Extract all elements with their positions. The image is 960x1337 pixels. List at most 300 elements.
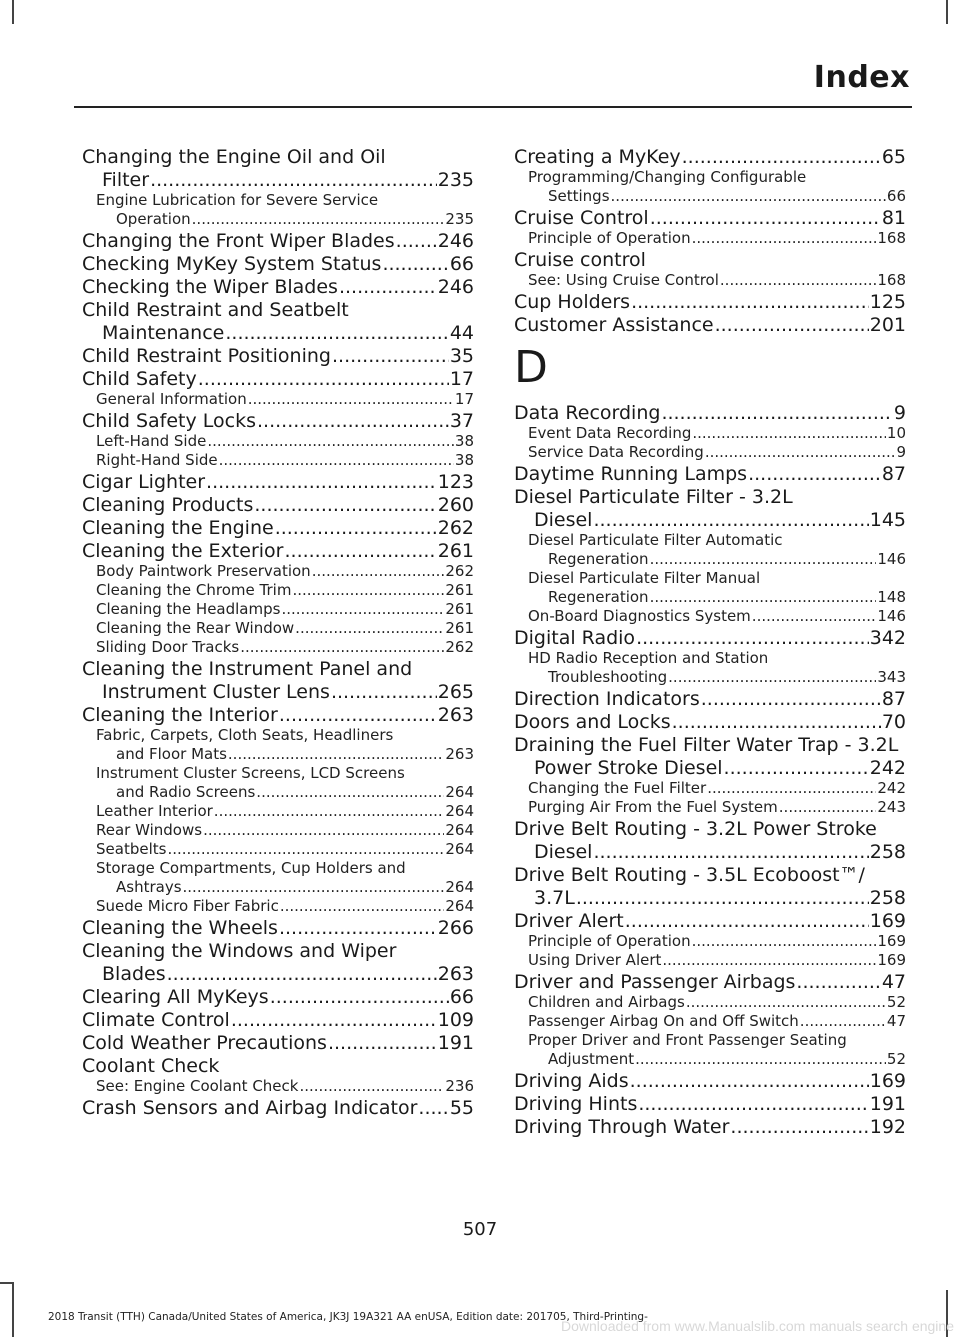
index-page-ref: 168 [877, 271, 906, 289]
crop-mark-top-right [946, 0, 948, 24]
index-entry-text: Cup Holders [514, 291, 631, 313]
index-subentry [514, 951, 906, 970]
index-entry-text: Cigar Lighter [82, 471, 206, 493]
dot-leader [256, 783, 444, 802]
index-page-ref: 264 [445, 802, 474, 820]
index-entry-text: Digital Radio [514, 627, 636, 649]
index-page-ref: 265 [437, 681, 474, 703]
index-entry-text: Blades [102, 963, 166, 985]
index-entry [82, 1032, 474, 1054]
index-entry [514, 1093, 906, 1115]
index-page-ref: 191 [869, 1093, 906, 1115]
watermark: Downloaded from www.Manualslib.com manuals search engine [561, 1318, 954, 1334]
index-entry [514, 207, 906, 229]
index-entry [514, 841, 906, 863]
dot-leader [295, 619, 444, 638]
dot-leader [167, 840, 444, 859]
index-entry-text: Using Driver Alert [528, 951, 662, 969]
index-entry-text: Passenger Airbag On and Off Switch [528, 1012, 799, 1030]
index-entry [82, 471, 474, 493]
index-entry-text: Draining the Fuel Filter Water Trap - 3.2L [514, 734, 899, 756]
index-column-left [82, 145, 474, 1119]
dot-leader [752, 607, 877, 626]
dot-leader [228, 745, 444, 764]
index-entry-text: Settings [548, 187, 610, 205]
index-subentry [82, 859, 474, 878]
dot-leader [280, 897, 445, 916]
index-entry-text: Instrument Cluster Lens [102, 681, 330, 703]
index-entry-text: Principle of Operation [528, 932, 691, 950]
index-subentry [82, 390, 474, 409]
index-subentry [82, 897, 474, 916]
dot-leader [705, 443, 896, 462]
dot-leader [192, 210, 445, 229]
index-page-ref: 10 [886, 424, 906, 442]
index-subentry [514, 607, 906, 626]
dot-leader [198, 368, 449, 390]
index-entry [82, 1009, 474, 1031]
dot-leader [332, 345, 449, 367]
index-entry-text: Leather Interior [96, 802, 213, 820]
dot-leader [396, 230, 437, 252]
dot-leader [248, 390, 454, 409]
dot-leader [275, 517, 437, 539]
dot-leader [225, 322, 448, 344]
dot-leader [650, 588, 877, 607]
index-entry-text: Left-Hand Side [96, 432, 207, 450]
footer-edition-info: 2018 Transit (TTH) Canada/United States of America, JK3J 19A321 AA enUSA, Edition date: 201705, Third-Printing- [48, 1311, 648, 1323]
index-page-ref: 70 [881, 711, 906, 733]
index-entry-text: Climate Control [82, 1009, 230, 1031]
index-page-ref: 125 [869, 291, 906, 313]
index-page-ref: 169 [877, 932, 906, 950]
index-entry-text: Programming/Changing Configurable [528, 168, 807, 186]
index-entry-text: General Information [96, 390, 247, 408]
index-entry [82, 322, 474, 344]
dot-leader [281, 600, 444, 619]
dot-leader [668, 668, 876, 687]
index-entry-text: Cold Weather Precautions [82, 1032, 327, 1054]
index-subentry [514, 531, 906, 550]
index-page-ref: 47 [881, 971, 906, 993]
index-entry [514, 864, 906, 886]
index-subentry [514, 779, 906, 798]
index-page-ref: 109 [437, 1009, 474, 1031]
index-entry-text: See: Using Cruise Control [528, 271, 719, 289]
index-entry [514, 910, 906, 932]
index-subentry [514, 424, 906, 443]
index-entry-text: Drive Belt Routing - 3.2L Power Stroke [514, 818, 877, 840]
dot-leader [800, 1012, 886, 1031]
index-entry [82, 704, 474, 726]
index-page-ref: 235 [437, 169, 474, 191]
dot-leader [257, 410, 449, 432]
index-page-ref: 66 [449, 253, 474, 275]
index-entry-text: Daytime Running Lamps [514, 463, 748, 485]
index-entry [514, 402, 906, 424]
index-entry-text: Suede Micro Fiber Fabric [96, 897, 279, 915]
index-entry-text: Adjustment [548, 1050, 635, 1068]
index-page-ref: 87 [881, 688, 906, 710]
header-rule [74, 106, 912, 108]
index-entry-text: Proper Driver and Front Passenger Seating [528, 1031, 847, 1049]
dot-leader [279, 704, 437, 726]
index-page-ref: 66 [886, 187, 906, 205]
index-subentry [514, 649, 906, 668]
index-entry [82, 986, 474, 1008]
index-page-ref: 146 [877, 550, 906, 568]
dot-leader [183, 878, 445, 897]
dot-leader [650, 550, 877, 569]
dot-leader [167, 963, 437, 985]
index-page-ref: 263 [437, 963, 474, 985]
index-entry [514, 1116, 906, 1138]
index-page-ref: 262 [445, 562, 474, 580]
index-entry-text: Child Safety [82, 368, 197, 390]
index-page-ref: 55 [449, 1097, 474, 1119]
dot-leader [661, 402, 892, 424]
index-page-ref: 261 [445, 600, 474, 618]
page-number: 507 [462, 1219, 498, 1240]
index-entry-text: Creating a MyKey [514, 146, 681, 168]
dot-leader [692, 932, 877, 951]
index-subentry [82, 1077, 474, 1096]
index-entry [82, 658, 474, 680]
index-page-ref: 52 [886, 993, 906, 1011]
index-page-ref: 263 [445, 745, 474, 763]
dot-leader [662, 951, 876, 970]
index-entry [514, 627, 906, 649]
index-entry [514, 971, 906, 993]
index-page-ref: 243 [877, 798, 906, 816]
index-entry-text: Diesel [534, 841, 593, 863]
dot-leader [270, 986, 449, 1008]
index-entry [82, 494, 474, 516]
index-entry-text: Diesel Particulate Filter - 3.2L [514, 486, 793, 508]
index-entry [514, 757, 906, 779]
index-entry-text: and Floor Mats [116, 745, 227, 763]
index-entry [82, 410, 474, 432]
index-page-ref: 37 [449, 410, 474, 432]
dot-leader [292, 581, 444, 600]
index-entry-text: Drive Belt Routing - 3.5L Ecoboost™/ [514, 864, 865, 886]
dot-leader [593, 841, 868, 863]
page-title: Index [813, 60, 910, 95]
index-page-ref: 146 [877, 607, 906, 625]
index-page-ref: 242 [877, 779, 906, 797]
index-page-ref: 242 [869, 757, 906, 779]
index-page-ref: 169 [869, 910, 906, 932]
index-subentry [514, 168, 906, 187]
index-subentry [514, 1031, 906, 1050]
index-page-ref: 260 [437, 494, 474, 516]
index-page-ref: 169 [877, 951, 906, 969]
index-entry [514, 146, 906, 168]
index-entry-text: Cleaning the Windows and Wiper [82, 940, 397, 962]
index-subentry [82, 191, 474, 210]
dot-leader [779, 798, 877, 817]
index-section-letter: D [514, 342, 548, 393]
index-entry-text: Purging Air From the Fuel System [528, 798, 778, 816]
index-entry [514, 711, 906, 733]
index-entry-text: Engine Lubrication for Severe Service [96, 191, 379, 209]
index-page-ref: 264 [445, 783, 474, 801]
index-page-ref: 258 [869, 887, 906, 909]
index-entry-text: HD Radio Reception and Station [528, 649, 769, 667]
dot-leader [636, 627, 869, 649]
index-entry [82, 276, 474, 298]
dot-leader [730, 1116, 868, 1138]
index-subentry [514, 798, 906, 817]
dot-leader [635, 1050, 886, 1069]
index-entry-text: Cleaning the Headlamps [96, 600, 281, 618]
index-entry [82, 253, 474, 275]
dot-leader [206, 471, 437, 493]
index-page-ref: 235 [445, 210, 474, 228]
index-subentry [82, 451, 474, 470]
index-entry-text: Sliding Door Tracks [96, 638, 240, 656]
index-page-ref: 38 [454, 451, 474, 469]
index-page-ref: 47 [886, 1012, 906, 1030]
index-subentry [82, 562, 474, 581]
index-entry-text: Driving Hints [514, 1093, 638, 1115]
crop-mark-top-left [12, 0, 14, 24]
index-subentry [82, 783, 474, 802]
index-entry [514, 314, 906, 336]
index-page-ref: 264 [445, 878, 474, 896]
index-entry-text: Cleaning the Interior [82, 704, 278, 726]
dot-leader [231, 1009, 437, 1031]
index-entry [514, 249, 906, 271]
index-subentry [82, 726, 474, 745]
index-entry-text: Maintenance [102, 322, 225, 344]
dot-leader [796, 971, 880, 993]
index-entry-text: Cruise control [514, 249, 646, 271]
index-entry-text: Seatbelts [96, 840, 167, 858]
index-subentry [82, 581, 474, 600]
index-entry [82, 230, 474, 252]
index-entry-text: Instrument Cluster Screens, LCD Screens [96, 764, 405, 782]
index-page-ref: 66 [449, 986, 474, 1008]
dot-leader [593, 509, 868, 531]
index-entry-text: Children and Airbags [528, 993, 685, 1011]
index-page-ref: 191 [437, 1032, 474, 1054]
index-entry-text: and Radio Screens [116, 783, 256, 801]
index-entry-text: Cruise Control [514, 207, 649, 229]
index-subentry [514, 187, 906, 206]
index-entry-text: Diesel Particulate Filter Manual [528, 569, 761, 587]
dot-leader [672, 711, 881, 733]
index-subentry [514, 1012, 906, 1031]
index-page-ref: 258 [869, 841, 906, 863]
index-page-ref: 17 [449, 368, 474, 390]
dot-leader [207, 432, 454, 451]
dot-leader [279, 917, 437, 939]
index-subentry [82, 802, 474, 821]
dot-leader [284, 540, 436, 562]
index-entry-text: Regeneration [548, 550, 649, 568]
index-subentry [82, 878, 474, 897]
dot-leader [701, 688, 881, 710]
dot-leader [630, 1070, 869, 1092]
dot-leader [692, 424, 886, 443]
dot-leader [214, 802, 445, 821]
index-entry-text: Cleaning Products [82, 494, 254, 516]
index-page-ref: 65 [881, 146, 906, 168]
crop-mark-bottom-left [12, 1282, 14, 1337]
index-entry-text: Clearing All MyKeys [82, 986, 269, 1008]
index-entry-text: Body Paintwork Preservation [96, 562, 311, 580]
index-entry-text: Event Data Recording [528, 424, 692, 442]
index-entry [82, 368, 474, 390]
index-entry-text: Troubleshooting [548, 668, 668, 686]
index-entry [82, 963, 474, 985]
index-entry-text: Changing the Fuel Filter [528, 779, 707, 797]
index-subentry [82, 432, 474, 451]
index-subentry [514, 993, 906, 1012]
index-page-ref: 145 [869, 509, 906, 531]
index-entry-text: Power Stroke Diesel [534, 757, 723, 779]
dot-leader [240, 638, 444, 657]
index-entry-text: Customer Assistance [514, 314, 714, 336]
index-page-ref: 236 [445, 1077, 474, 1095]
dot-leader [724, 757, 869, 779]
index-entry [514, 818, 906, 840]
index-entry-text: Cleaning the Engine [82, 517, 274, 539]
index-entry [514, 887, 906, 909]
dot-leader [339, 276, 437, 298]
dot-leader [682, 146, 881, 168]
index-entry-text: Crash Sensors and Airbag Indicator [82, 1097, 418, 1119]
index-entry-text: Cleaning the Rear Window [96, 619, 295, 637]
index-entry-text: Right-Hand Side [96, 451, 218, 469]
index-page-ref: 168 [877, 229, 906, 247]
index-page-ref: 38 [454, 432, 474, 450]
index-page-ref: 261 [445, 619, 474, 637]
index-subentry [514, 1050, 906, 1069]
index-page-ref: 263 [437, 704, 474, 726]
index-entry [82, 299, 474, 321]
index-entry-text: Cleaning the Exterior [82, 540, 284, 562]
index-entry-text: Filter [102, 169, 150, 191]
dot-leader [254, 494, 436, 516]
index-entry [82, 345, 474, 367]
index-entry-text: Coolant Check [82, 1055, 220, 1077]
index-page-ref: 246 [437, 230, 474, 252]
index-entry-text: Doors and Locks [514, 711, 671, 733]
dot-leader [686, 993, 886, 1012]
dot-leader [720, 271, 876, 290]
index-page-ref: 148 [877, 588, 906, 606]
index-subentry [514, 932, 906, 951]
index-entry-text: Principle of Operation [528, 229, 691, 247]
dot-leader [418, 1097, 448, 1119]
dot-leader [707, 779, 876, 798]
index-entry-text: Driving Through Water [514, 1116, 730, 1138]
index-entry-text: Child Safety Locks [82, 410, 257, 432]
index-page-ref: 44 [449, 322, 474, 344]
index-subentry [82, 619, 474, 638]
index-subentry [82, 840, 474, 859]
index-entry-text: On-Board Diagnostics System [528, 607, 751, 625]
index-entry-text: Checking MyKey System Status [82, 253, 382, 275]
index-entry [82, 540, 474, 562]
index-page-ref: 246 [437, 276, 474, 298]
index-entry [82, 169, 474, 191]
index-page-ref: 261 [445, 581, 474, 599]
index-page-ref: 192 [869, 1116, 906, 1138]
index-entry-text: Diesel Particulate Filter Automatic [528, 531, 783, 549]
index-page-ref: 35 [449, 345, 474, 367]
index-subentry [514, 271, 906, 290]
index-entry-text: Driving Aids [514, 1070, 629, 1092]
index-entry-text: See: Engine Coolant Check [96, 1077, 299, 1095]
index-page-ref: 264 [445, 840, 474, 858]
index-subentry [82, 600, 474, 619]
dot-leader [715, 314, 869, 336]
index-page-ref: 343 [877, 668, 906, 686]
index-subentry [514, 588, 906, 607]
dot-leader [299, 1077, 444, 1096]
index-entry [514, 291, 906, 313]
index-page-ref: 201 [869, 314, 906, 336]
index-page-ref: 81 [881, 207, 906, 229]
dot-leader [312, 562, 445, 581]
dot-leader [631, 291, 869, 313]
dot-leader [331, 681, 437, 703]
index-page-ref: 261 [437, 540, 474, 562]
index-entry-text: 3.7L [534, 887, 575, 909]
index-entry [82, 1097, 474, 1119]
index-entry-text: Changing the Front Wiper Blades [82, 230, 395, 252]
index-page-ref: 264 [445, 897, 474, 915]
index-entry-text: Storage Compartments, Cup Holders and [96, 859, 406, 877]
index-entry [514, 463, 906, 485]
index-subentry [82, 638, 474, 657]
dot-leader [328, 1032, 437, 1054]
index-subentry [514, 443, 906, 462]
index-subentry [514, 229, 906, 248]
index-subentry [82, 764, 474, 783]
index-entry-text: Changing the Engine Oil and Oil [82, 146, 386, 168]
index-column-right [514, 145, 906, 1138]
index-page-ref: 169 [869, 1070, 906, 1092]
index-entry [82, 1055, 474, 1077]
index-entry-text: Operation [116, 210, 191, 228]
index-entry [82, 917, 474, 939]
index-entry [82, 940, 474, 962]
dot-leader [748, 463, 881, 485]
dot-leader [382, 253, 448, 275]
dot-leader [692, 229, 877, 248]
index-subentry [514, 550, 906, 569]
index-entry [514, 509, 906, 531]
index-entry-text: Driver and Passenger Airbags [514, 971, 796, 993]
index-page-ref: 262 [445, 638, 474, 656]
index-page-ref: 87 [881, 463, 906, 485]
index-entry-text: Diesel [534, 509, 593, 531]
index-page-ref: 17 [454, 390, 474, 408]
index-entry [82, 517, 474, 539]
index-entry-text: Direction Indicators [514, 688, 700, 710]
dot-leader [650, 207, 881, 229]
index-entry-text: Ashtrays [116, 878, 182, 896]
index-entry-text: Service Data Recording [528, 443, 704, 461]
index-entry [514, 688, 906, 710]
index-page-ref: 123 [437, 471, 474, 493]
crop-mark-bottom-left-h [0, 1282, 14, 1284]
index-entry-text: Child Restraint Positioning [82, 345, 331, 367]
